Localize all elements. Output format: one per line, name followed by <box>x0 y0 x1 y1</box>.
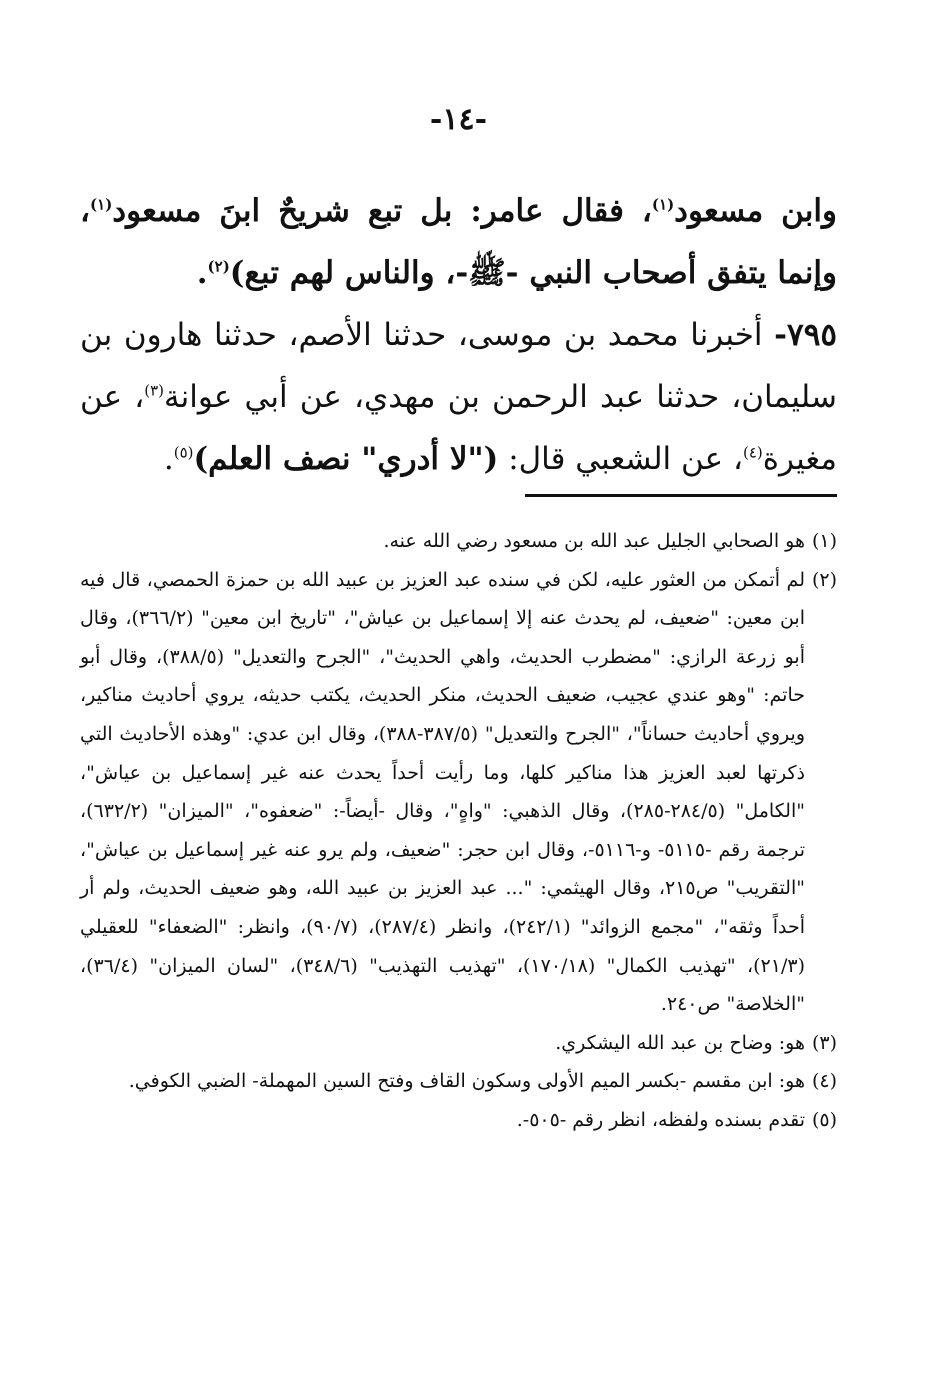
footnote <box>80 1024 837 1063</box>
footnote-text: هو الصحابي الجليل عبد الله بن مسعود رضي الله عنه. <box>383 530 805 552</box>
footnote <box>80 561 837 1024</box>
text-segment: ، فقال عامر: بل تبع شريحٌ ابنَ مسعود <box>112 193 652 229</box>
hadith-quote: ("لا أدري" نصف العلم) <box>193 441 499 477</box>
footnote-number: (٣) <box>811 1031 837 1054</box>
text-segment: وابن مسعود <box>674 193 837 229</box>
footnote-ref: (٤) <box>742 443 763 462</box>
footnote-text: هو: ابن مقسم -بكسر الميم الأولى وسكون القاف وفتح السين المهملة- الضبي الكوفي. <box>128 1070 805 1093</box>
footnote-ref: (٢) <box>207 257 230 276</box>
footnote-ref: (١) <box>651 195 675 214</box>
paragraph-continuation <box>80 180 837 304</box>
text-segment: ، وإنما يتفق أصحاب النبي -ﷺ-، والناس لهم تبع) <box>80 193 837 291</box>
hadith-number: ٧٩٥- <box>774 317 837 353</box>
footnote-ref: (١) <box>90 195 113 214</box>
footnote-text: تقدم بسنده ولفظه، انظر رقم -٥٠٥-. <box>516 1108 805 1131</box>
footnote <box>80 522 837 561</box>
footnote-number: (٤) <box>811 1070 837 1093</box>
text-segment: ، عن مغيرة <box>80 379 837 477</box>
page-number: -١٤- <box>429 102 488 137</box>
text-segment: . <box>163 441 174 477</box>
footnote-number: (٢) <box>811 568 837 591</box>
text-segment: أخبرنا محمد بن موسى، حدثنا الأصم، حدثنا هارون بن سليمان، حدثنا عبد الرحمن بن مهدي، عن أبي عوانة <box>80 317 837 415</box>
footnotes <box>80 522 837 1140</box>
footnote-separator <box>525 494 837 497</box>
footnote-ref: (٣) <box>144 381 165 400</box>
text-segment: ، عن الشعبي قال: <box>498 441 743 477</box>
paragraph-hadith-795 <box>80 304 837 490</box>
footnote-text: لم أتمكن من العثور عليه، لكن في سنده عبد العزيز بن عبيد الله بن حمزة الحمصي، قال فيه ابن معين: "ضعيف، لم يحدث عنه إلا إسماعيل بن عياش"، "تاريخ ابن معين" (٣٦٦/٢)، وقال أبو زرعة الرازي: "مضطرب الحديث، واهي الحديث"، "الجرح والتعديل" (٣٨٨/٥)، وقال أبو حاتم: "وهو عندي عجيب، ضعيف الحديث، منكر الحديث، يكتب حديثه، يروي أحاديث مناكير، ويروي أحاديث حساناً"، "الجرح والتعديل" (٣٨٧/٥-٣٨٨)، وقال ابن عدي: "وهذه الأحاديث التي ذكرتها لعبد العزيز هذا مناكير كلها، وما رأيت أحداً يحدث عنه غير إسماعيل بن عياش"، "الكامل" (٢٨٤/٥-٢٨٥)، وقال الذهبي: "واهٍ"، وقال -أيضاً-: "ضعفوه"، "الميزان" (٦٣٢/٢)، ترجمة رقم -٥١١٥- و-٥١١٦-، وقال ابن حجر: "ضعيف، ولم يرو عنه غير إسماعيل بن عياش"، "التقريب" ص٢١٥، وقال الهيثمي: "... عبد العزيز بن عبيد الله، وهو ضعيف الحديث، ولم أر أحداً وثقه"، "مجمع الزوائد" (٢٤٢/١)، وانظر (٢٨٧/٤)، (٩٠/٧)، وانظر: "الضعفاء" للعقيلي (٢١/٣)، "تهذيب الكمال" (١٧٠/١٨)، "تهذيب التهذيب" (٣٤٨/٦)، "لسان الميزان" (٣٦/٤)، "الخلاصة" ص٢٤٠. <box>80 568 806 1016</box>
footnote-number: (٥) <box>811 1108 837 1131</box>
footnote-text: هو: وضاح بن عبد الله اليشكري. <box>555 1031 805 1054</box>
footnote <box>80 1101 837 1140</box>
book-page <box>80 0 837 1382</box>
footnote-ref: (٥) <box>173 443 194 462</box>
footnote-number: (١) <box>811 530 837 552</box>
main-text <box>80 180 837 490</box>
text-segment: . <box>196 255 208 291</box>
footnote <box>80 1062 837 1101</box>
